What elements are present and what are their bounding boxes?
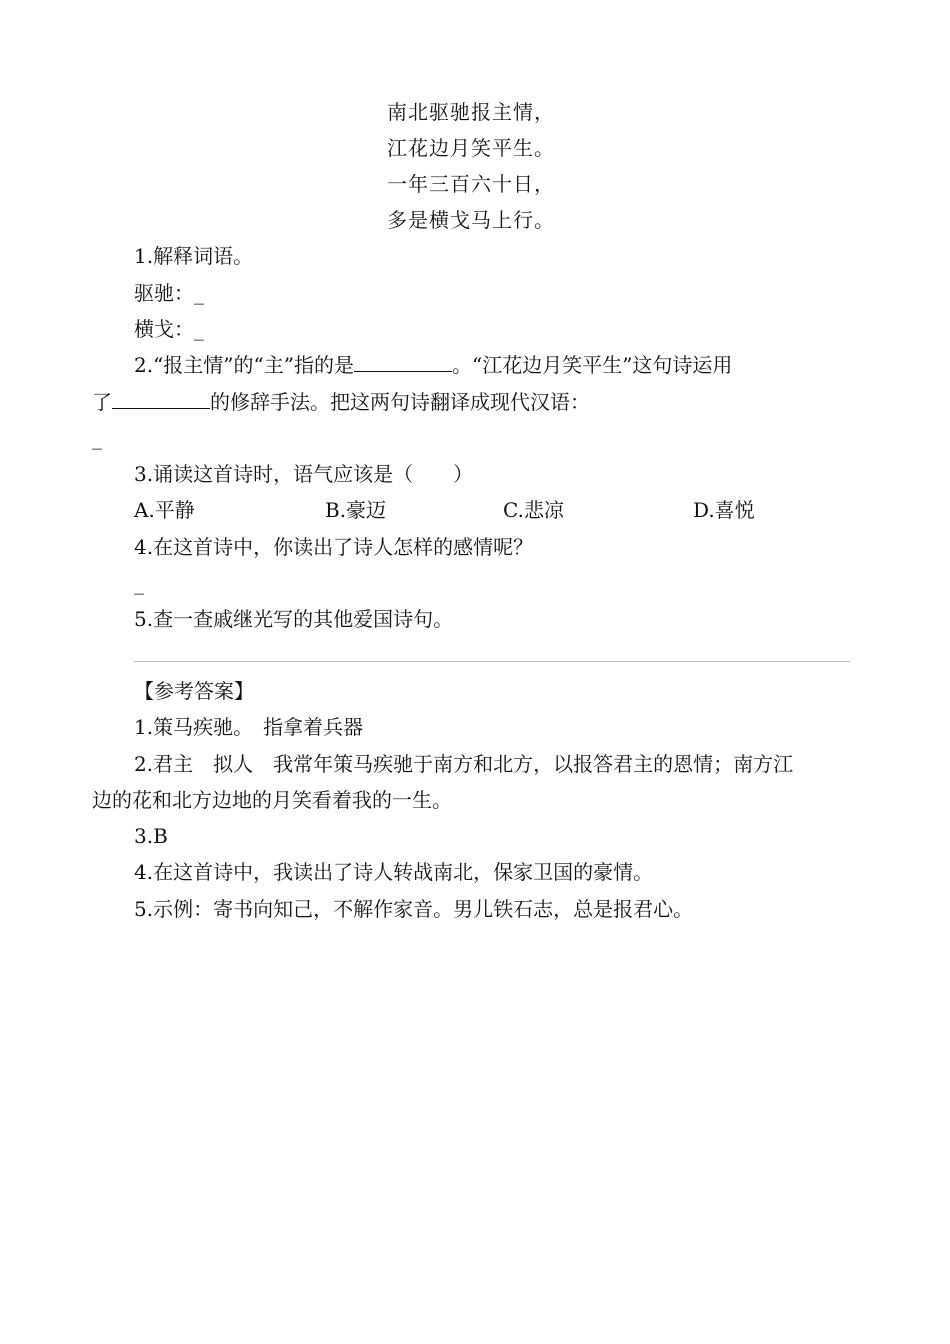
- poem-line-4: 多是横戈马上行。: [387, 208, 555, 232]
- question-2-text-a: 2.“报主情”的“主”指的是: [134, 353, 354, 377]
- question-2-blank-2: [112, 388, 210, 409]
- question-3-title: 3.诵读这首诗时，语气应该是（ ）: [134, 462, 474, 486]
- question-2-line-1: [134, 351, 732, 379]
- answer-1: 1.策马疾驰。 指拿着兵器: [134, 715, 364, 739]
- option-c: C.悲凉: [503, 498, 564, 522]
- question-3-options: [0, 496, 950, 524]
- answer-2-line-2: 边的花和北方边地的月笑看着我的一生。: [92, 788, 452, 812]
- section-divider: [134, 661, 850, 662]
- poem-line-2: 江花边月笑平生。: [387, 136, 555, 160]
- question-2-blank-1: [354, 351, 452, 372]
- answer-2-line-1: 2.君主 拟人 我常年策马疾驰于南方和北方，以报答君主的恩情；南方江: [134, 752, 794, 776]
- question-1-term-b: 横戈：_: [134, 317, 204, 341]
- option-b: B.豪迈: [325, 498, 387, 522]
- question-2-line-2: [92, 388, 590, 416]
- option-d: D.喜悦: [693, 498, 755, 522]
- question-4-answer-line: _: [134, 571, 144, 595]
- answers-heading: 【参考答案】: [134, 679, 254, 703]
- question-2-text-c: 了: [92, 390, 112, 414]
- question-2-text-d: 的修辞手法。把这两句诗翻译成现代汉语：: [210, 390, 590, 414]
- answer-4: 4.在这首诗中，我读出了诗人转战南北，保家卫国的豪情。: [134, 860, 654, 884]
- answer-3: 3.B: [134, 824, 168, 848]
- question-1-term-a: 驱驰：_: [134, 281, 204, 305]
- option-a: A.平静: [134, 498, 195, 522]
- question-4-title: 4.在这首诗中，你读出了诗人怎样的感情呢？: [134, 535, 534, 559]
- answer-5: 5.示例：寄书向知己，不解作家音。男儿铁石志，总是报君心。: [134, 897, 694, 921]
- question-5-title: 5.查一查戚继光写的其他爱国诗句。: [134, 607, 454, 631]
- question-2-text-b: 。“江花边月笑平生”这句诗运用: [451, 353, 733, 377]
- question-2-answer-line: _: [92, 426, 102, 450]
- poem-line-3: 一年三百六十日，: [387, 172, 555, 196]
- poem-line-1: 南北驱驰报主情，: [387, 100, 555, 124]
- question-1-title: 1.解释词语。: [134, 244, 254, 268]
